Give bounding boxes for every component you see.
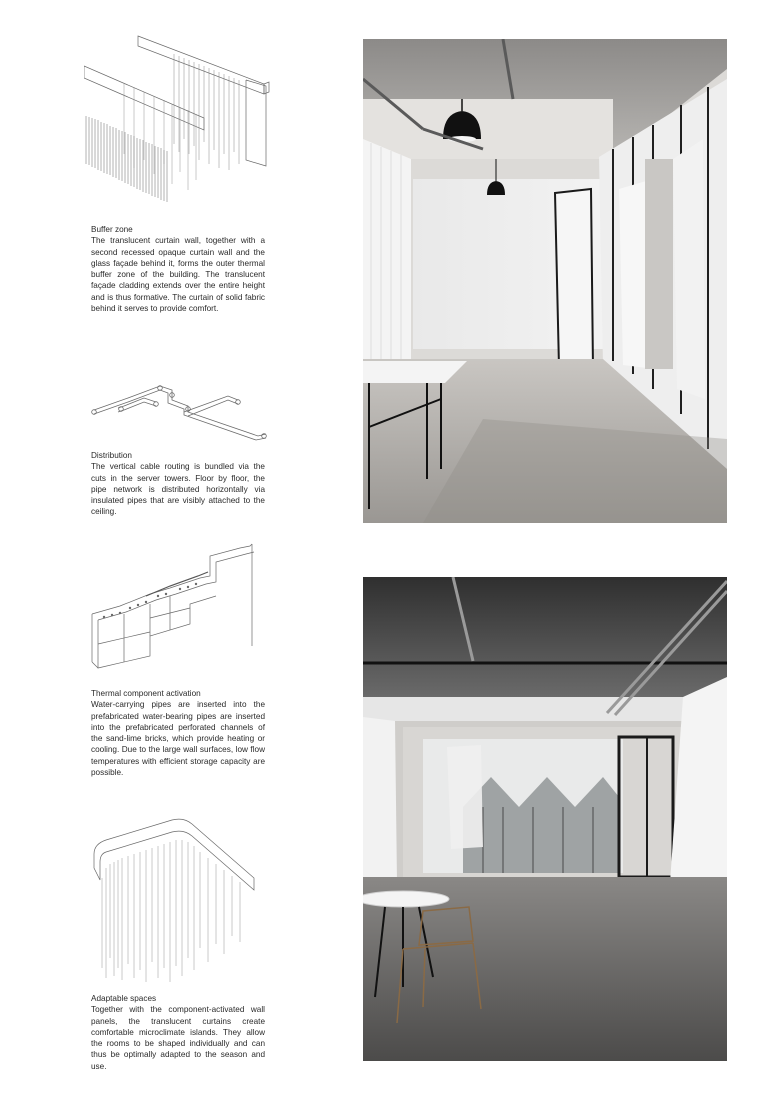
interior-render-bottom <box>363 577 727 1061</box>
section-body: The translucent curtain wall, together with a second recessed opaque curtain wall and the glass façade behind it, forms the outer thermal buffer zone of the building. The translucent façade cladding extends over the entire height and is thus formative. The curtain of solid fabric behind it serves to provide comfort. <box>91 236 265 314</box>
distribution-text <box>91 450 265 518</box>
section-heading: Distribution <box>91 451 132 460</box>
curtain-wall-diagram <box>84 34 274 204</box>
section-body: Together with the component-activated wall panels, the translucent curtains create comfortable microclimate islands. They allow the rooms to be shaped individually and can thus be optimally adapted to the season and use. <box>91 1005 265 1071</box>
adaptable-spaces-text <box>91 993 265 1072</box>
section-heading: Buffer zone <box>91 225 133 234</box>
section-heading: Thermal component activation <box>91 689 201 698</box>
pipe-network-diagram <box>88 378 278 448</box>
buffer-zone-text <box>91 224 265 314</box>
section-heading: Adaptable spaces <box>91 994 157 1003</box>
brick-wall-diagram <box>90 536 260 686</box>
section-body: The vertical cable routing is bundled via the cuts in the server towers. Floor by floor, the pipe network is distributed horizontally via insulated pipes that are visibly attached to the ceiling. <box>91 462 265 517</box>
thermal-activation-text <box>91 688 265 778</box>
curved-curtain-diagram <box>92 818 262 988</box>
interior-render-top <box>363 39 727 523</box>
section-body: Water-carrying pipes are inserted into the prefabricated water-bearing pipes are inserted into the prefabricated perforated channels of the sand-lime bricks, which provide heating or cooling. Due to the large wall surfaces, low flow temperatures with efficient storage capacity are possible. <box>91 700 265 778</box>
